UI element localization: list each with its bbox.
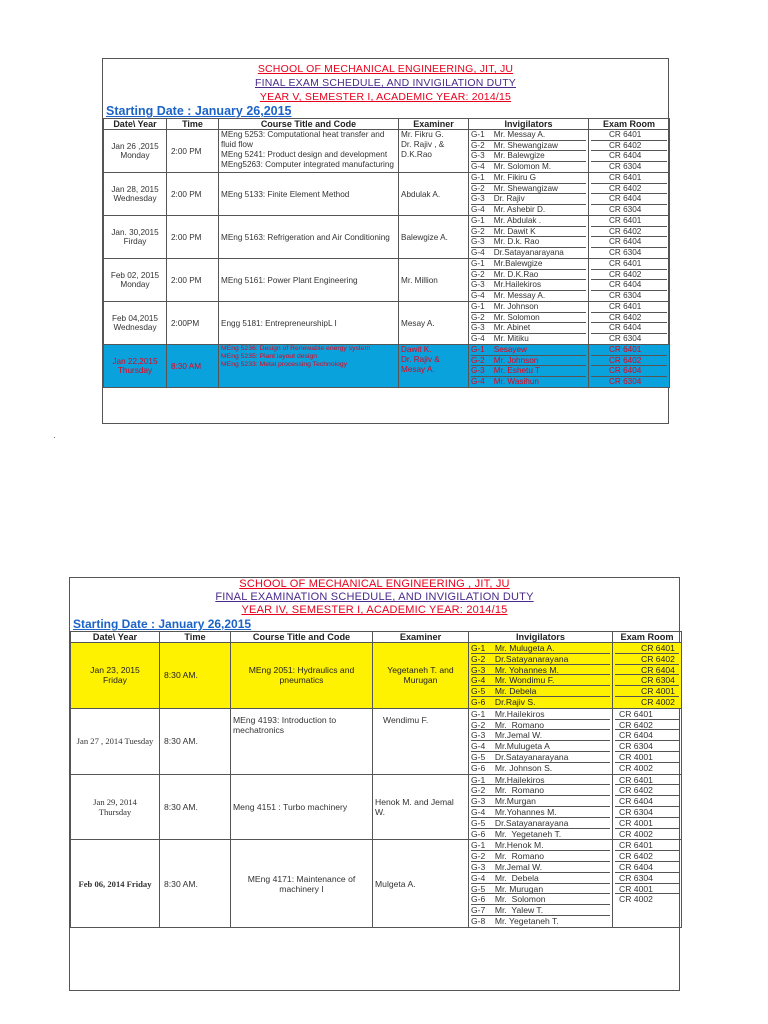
invigilators-cell (469, 259, 589, 302)
invigilator-entry: G-4 Mr. Mitiku (471, 333, 529, 343)
invigilator-entry: G-3 Dr. Rajiv (471, 194, 586, 205)
exam-room-entry: CR 6404 (615, 796, 679, 807)
examiner-cell: Mesay A. (399, 302, 469, 345)
exam-room-entry: CR 6402 (591, 141, 667, 152)
exam-room-entry: CR 4001 (615, 686, 679, 697)
invigilator-entry: G-4 Mr. Debela (471, 873, 610, 884)
exam-room-entry: CR 6402 (591, 184, 667, 195)
table-row (71, 708, 682, 774)
time-cell: 2:00 PM (167, 173, 219, 216)
exam-room-entry: CR 4001 (615, 818, 679, 829)
exam-room-entry: CR 6401 (591, 216, 667, 227)
schedule-table (70, 631, 682, 928)
invigilator-entry: G-6 Mr. Solomon (471, 894, 610, 905)
school-name: SCHOOL OF MECHANICAL ENGINEERING , JIT, JU (239, 578, 510, 590)
exam-room-entry: CR 6402 (591, 356, 667, 367)
invigilators-cell (469, 774, 613, 840)
time-cell: 8:30 AM. (160, 643, 231, 709)
invigilator-entry: G-3 Mr.Jemal W. (471, 730, 610, 741)
examiner-cell: Wendimu F. (373, 708, 469, 774)
exam-room-entry: CR 4001 (615, 752, 679, 763)
exam-room-entry: CR 6401 (615, 840, 679, 851)
table-row (104, 345, 670, 388)
col-date: Date\ Year (71, 632, 160, 643)
invigilator-entry: G-1 Mr. Johnson (471, 302, 586, 313)
invigilators-cell (469, 345, 589, 388)
col-course: Course Title and Code (219, 119, 399, 130)
invigilators-cell (469, 173, 589, 216)
col-invigilators: Invigilators (469, 632, 613, 643)
exam-room-cell (589, 173, 670, 216)
table-header-row (71, 632, 682, 643)
col-course: Course Title and Code (231, 632, 373, 643)
invigilator-entry: G-3 Mr.Jemal W. (471, 862, 610, 873)
exam-room-entry: CR 4002 (641, 696, 675, 707)
invigilator-entry: G-2 Mr. Shewangizaw (471, 184, 586, 195)
exam-room-entry: CR 4002 (619, 894, 653, 905)
exam-room-entry: CR 6401 (591, 130, 667, 141)
exam-room-entry: CR 6404 (591, 151, 667, 162)
exam-room-cell (589, 345, 670, 388)
exam-room-entry: CR 6402 (591, 313, 667, 324)
exam-room-cell (613, 774, 682, 840)
date-cell: Jan. 30,2015 Firday (104, 216, 167, 259)
invigilator-entry: G-2 Mr. D.K.Rao (471, 270, 586, 281)
examiner-cell: Mr. Million (399, 259, 469, 302)
date-cell: Jan 28, 2015 Wednesday (104, 173, 167, 216)
invigilator-entry: G-2 Mr. Solomon (471, 313, 586, 324)
course-cell: MEng 5133: Finite Element Method (219, 173, 399, 216)
time-cell: 8:30 AM. (160, 840, 231, 927)
exam-room-cell (589, 130, 670, 173)
invigilator-entry: G-5 Dr.Satayanarayana (471, 752, 610, 763)
exam-room-cell (589, 302, 670, 345)
invigilator-entry: G-6 Dr.Rajiv S. (471, 696, 536, 707)
table-row (71, 774, 682, 840)
invigilator-entry: G-4 Mr.Mulugeta A (471, 741, 610, 752)
invigilators-cell (469, 840, 613, 927)
invigilator-entry: G-3 Mr. Abinet (471, 323, 586, 334)
invigilators-cell (469, 130, 589, 173)
date-cell: Feb 02, 2015 Monday (104, 259, 167, 302)
school-name: SCHOOL OF MECHANICAL ENGINEERING, JIT, JU (257, 63, 514, 75)
separator-dot: · (53, 433, 56, 442)
examiner-cell: Abdulak A. (399, 173, 469, 216)
exam-room-entry: CR 4002 (619, 828, 653, 839)
starting-date: Starting Date : January 26,2015 (106, 104, 292, 118)
time-cell: 2:00 PM (167, 216, 219, 259)
course-cell: MEng 4193: Introduction to mechatronics (231, 708, 373, 774)
exam-room-entry: CR 6402 (615, 851, 679, 862)
year-line: YEAR IV, SEMESTER I, ACADEMIC YEAR: 2014/15 (241, 604, 508, 616)
course-cell: MEng 4171: Maintenance of machinery I (231, 840, 373, 927)
exam-room-entry: CR 6304 (609, 376, 642, 386)
date-cell: Jan 23, 2015 Friday (71, 643, 160, 709)
table-row (104, 302, 670, 345)
date-cell: Feb 06, 2014 Friday (71, 840, 160, 927)
exam-room-cell (613, 840, 682, 927)
exam-room-entry: CR 6401 (615, 775, 679, 786)
table-row (104, 216, 670, 259)
exam-room-entry: CR 4002 (619, 762, 653, 773)
invigilators-cell (469, 643, 613, 709)
invigilator-entry: G-4 Mr.Yohannes M. (471, 807, 610, 818)
sheet-header (70, 578, 679, 617)
exam-room-entry: CR 4001 (615, 884, 679, 895)
invigilator-entry: G-1 Mr. Fikiru G (471, 173, 586, 184)
invigilator-entry: G-5 Mr. Debela (471, 686, 610, 697)
col-time: Time (167, 119, 219, 130)
schedule-title: FINAL EXAM SCHEDULE, AND INVIGILATION DUTY (254, 77, 517, 89)
course-cell: Meng 4151 : Turbo machinery (231, 774, 373, 840)
exam-room-entry: CR 6304 (615, 675, 679, 686)
invigilator-entry: G-2 Mr. Romano (471, 785, 610, 796)
date-cell: Feb 04,2015 Wednesday (104, 302, 167, 345)
course-cell: MEng 5163: Refrigeration and Air Conditioning (219, 216, 399, 259)
exam-room-entry: CR 6401 (615, 709, 679, 720)
schedule-title: FINAL EXAMINATION SCHEDULE, AND INVIGILATION DUTY (215, 591, 534, 603)
date-cell: Jan 26 ,2015 Monday (104, 130, 167, 173)
col-date: Date\ Year (104, 119, 167, 130)
date-cell: Jan 22,2015 Thursday (104, 345, 167, 388)
invigilator-entry: G-1 Sesayew (471, 345, 586, 356)
exam-room-entry: CR 6404 (615, 665, 679, 676)
starting-date: Starting Date : January 26,2015 (73, 617, 252, 631)
examiner-cell: Yegetaneh T. and Murugan (373, 643, 469, 709)
exam-room-entry: CR 6404 (615, 730, 679, 741)
exam-room-entry: CR 6304 (615, 807, 679, 818)
table-header-row (104, 119, 670, 130)
invigilator-entry: G-2 Mr. Romano (471, 851, 610, 862)
invigilator-entry: G-6 Mr. Yegetaneh T. (471, 828, 562, 839)
examiner-cell: Henok M. and Jemal W. (373, 774, 469, 840)
invigilator-entry: G-3 Mr.Hailekiros (471, 280, 586, 291)
invigilator-entry: G-1 Mr.Hailekiros (471, 775, 610, 786)
schedule-table (103, 118, 670, 388)
invigilator-entry: G-5 Mr. Murugan (471, 884, 610, 895)
exam-room-entry: CR 6402 (615, 785, 679, 796)
course-cell: MEng 2051: Hydraulics and pneumatics (231, 643, 373, 709)
invigilators-cell (469, 216, 589, 259)
time-cell: 8:30 AM. (160, 774, 231, 840)
invigilator-entry: G-3 Mr. Yohannes M. (471, 665, 610, 676)
invigilator-entry: G-2 Mr. Dawit K (471, 227, 586, 238)
time-cell: 2:00 PM (167, 259, 219, 302)
invigilator-entry: G-3 Mr. D.k. Rao (471, 237, 586, 248)
exam-room-entry: CR 6304 (609, 333, 642, 343)
exam-room-cell (589, 259, 670, 302)
col-room: Exam Room (589, 119, 670, 130)
exam-room-cell (589, 216, 670, 259)
exam-room-entry: CR 6402 (615, 654, 679, 665)
exam-room-entry: CR 6304 (609, 161, 642, 171)
exam-room-entry: CR 6401 (615, 643, 679, 654)
invigilators-cell (469, 708, 613, 774)
invigilator-entry: G-2 Mr. Shewangizaw (471, 141, 586, 152)
table-row (104, 173, 670, 216)
exam-room-entry: CR 6402 (591, 270, 667, 281)
examiner-cell: Mulgeta A. (373, 840, 469, 927)
exam-room-entry: CR 6304 (615, 741, 679, 752)
exam-room-entry: CR 6401 (591, 345, 667, 356)
time-cell: 8:30 AM. (160, 708, 231, 774)
date-cell: Jan 29, 2014 Thursday (71, 774, 160, 840)
time-cell: 2:00PM (167, 302, 219, 345)
invigilator-entry: G-4 Mr. Wondimu F. (471, 675, 610, 686)
exam-room-entry: CR 6404 (591, 237, 667, 248)
table-row (104, 130, 670, 173)
exam-room-cell (613, 643, 682, 709)
invigilator-entry: G-1 Mr. Abdulak . (471, 216, 586, 227)
date-cell: Jan 27 , 2014 Tuesday (71, 708, 160, 774)
exam-room-entry: CR 6404 (591, 366, 667, 377)
invigilator-entry: G-4 Mr. Messay A. (471, 290, 546, 300)
exam-room-entry: CR 6402 (591, 227, 667, 238)
exam-room-entry: CR 6304 (609, 204, 642, 214)
col-examiner: Examiner (399, 119, 469, 130)
col-invigilators: Invigilators (469, 119, 589, 130)
exam-room-cell (613, 708, 682, 774)
invigilators-cell (469, 302, 589, 345)
exam-room-entry: CR 6401 (591, 173, 667, 184)
col-examiner: Examiner (373, 632, 469, 643)
invigilator-entry: G-2 Mr. Johnson (471, 356, 586, 367)
sheet-header (103, 59, 668, 104)
exam-room-entry: CR 6401 (591, 259, 667, 270)
course-cell: Engg 5181: EntrepreneurshipL I (219, 302, 399, 345)
col-time: Time (160, 632, 231, 643)
table-row (71, 840, 682, 927)
exam-room-entry: CR 6404 (591, 280, 667, 291)
exam-room-entry: CR 6404 (591, 194, 667, 205)
examiner-cell: Dawit K. Dr. Rajiv & Mesay A. (399, 345, 469, 388)
exam-room-entry: CR 6404 (591, 323, 667, 334)
exam-room-entry: CR 6304 (609, 290, 642, 300)
schedule-sheet-year-iv (69, 577, 680, 991)
examiner-cell: Balewgize A. (399, 216, 469, 259)
invigilator-entry: G-4 Mr. Solomon M. (471, 161, 552, 171)
exam-room-entry: CR 6401 (591, 302, 667, 313)
invigilator-entry: G-3 Mr. Eshetu T (471, 366, 586, 377)
course-cell: MEng 5253: Computational heat transfer and fluid flow MEng 5241: Product design and development MEng5263: Computer integrated manufacturing (219, 130, 399, 173)
invigilator-entry: G-1 Mr.Balewgize (471, 259, 586, 270)
exam-room-entry: CR 6304 (609, 247, 642, 257)
invigilator-entry: G-3 Mr.Murgan (471, 796, 610, 807)
invigilator-entry: G-6 Mr. Johnson S. (471, 762, 553, 773)
invigilator-entry: G-4 Dr.Satayanarayana (471, 247, 564, 257)
invigilator-entry: G-1 Mr. Mulugeta A. (471, 643, 610, 654)
schedule-sheet-year-v (102, 58, 669, 424)
exam-room-entry: CR 6304 (615, 873, 679, 884)
year-line: YEAR V, SEMESTER I, ACADEMIC YEAR: 2014/15 (259, 91, 512, 103)
exam-room-entry: CR 6404 (615, 862, 679, 873)
col-room: Exam Room (613, 632, 682, 643)
invigilator-entry: G-1 Mr.Hailekiros (471, 709, 610, 720)
exam-room-entry: CR 6402 (615, 720, 679, 731)
course-cell: MEng 5161: Power Plant Engineering (219, 259, 399, 302)
examiner-cell: Mr. Fikru G. Dr. Rajiv , & D.K.Rao (399, 130, 469, 173)
course-cell: MEng 5236: Design of Renewable energy system MEng 5235: Plant layout design MEng 5233: Metal processing Technology (219, 345, 399, 388)
invigilator-entry: G-1 Mr.Henok M. (471, 840, 610, 851)
invigilator-entry: G-8 Mr. Yegetaneh T. (471, 915, 559, 926)
table-row (71, 643, 682, 709)
invigilator-entry: G-4 Mr. Ashebir D. (471, 204, 546, 214)
invigilator-entry: G-1 Mr. Messay A. (471, 130, 586, 141)
invigilator-entry: G-7 Mr. Yalew T. (471, 905, 610, 916)
invigilator-entry: G-4 Mr. Wasihun (471, 376, 539, 386)
time-cell: 8:30 AM (167, 345, 219, 388)
time-cell: 2:00 PM (167, 130, 219, 173)
invigilator-entry: G-2 Mr. Romano (471, 720, 610, 731)
invigilator-entry: G-5 Dr.Satayanarayana (471, 818, 610, 829)
invigilator-entry: G-3 Mr. Balewgize (471, 151, 586, 162)
invigilator-entry: G-2 Dr.Satayanarayana (471, 654, 610, 665)
table-row (104, 259, 670, 302)
